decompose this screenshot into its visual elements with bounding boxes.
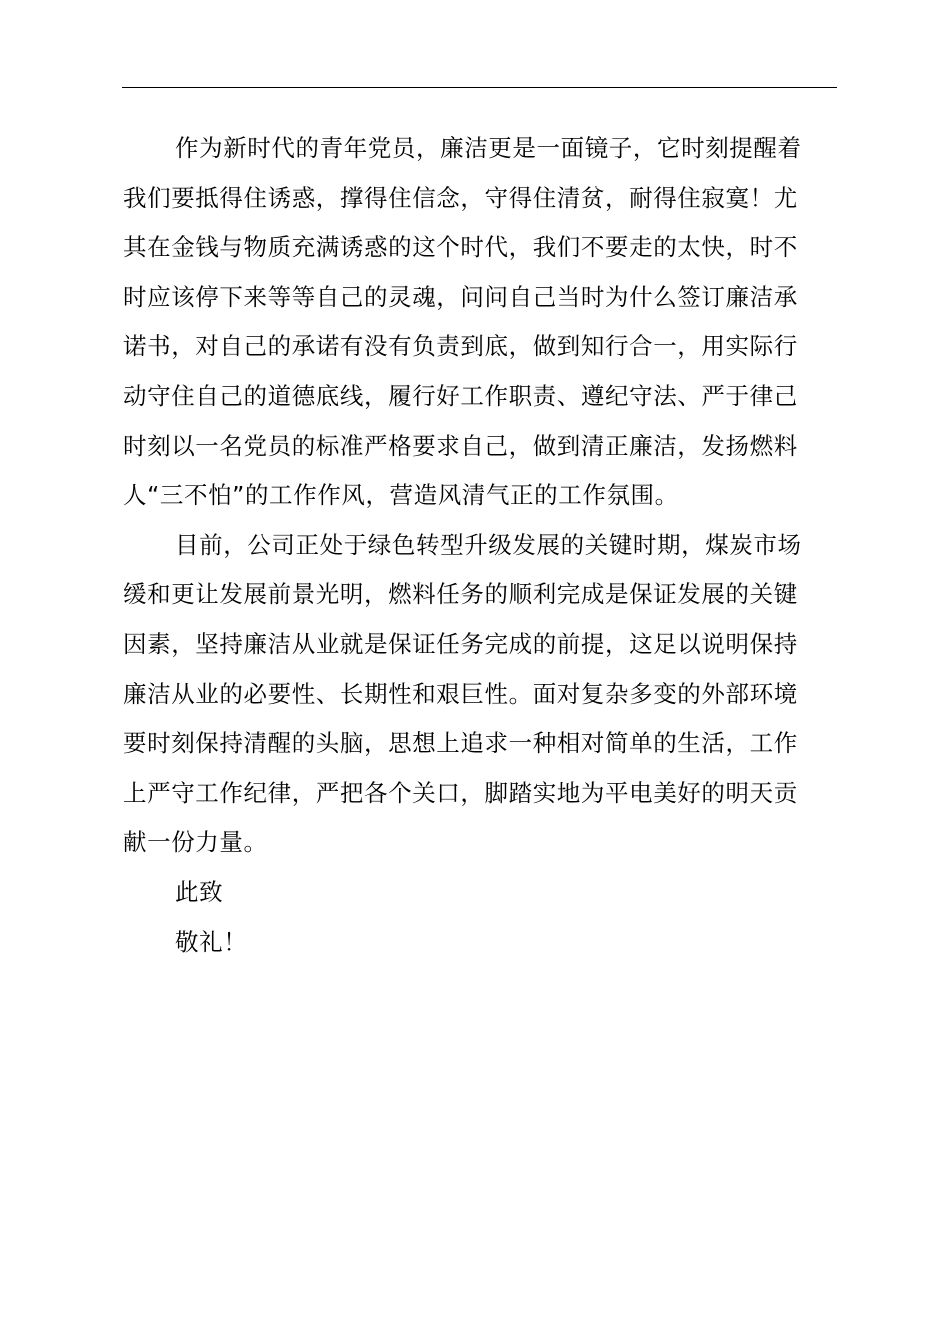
paragraph-line: 献一份力量。 — [123, 828, 268, 857]
paragraph-line: 要时刻保持清醒的头脑，思想上追求一种相对简单的生活，工作 — [123, 729, 798, 758]
paragraph-line: 时应该停下来等等自己的灵魂，问问自己当时为什么签订廉洁承 — [123, 282, 798, 311]
paragraph-line: 缓和更让发展前景光明，燃料任务的顺利完成是保证发展的关键 — [123, 580, 798, 609]
header-rule — [122, 87, 837, 88]
paragraph-line: 其在金钱与物质充满诱惑的这个时代，我们不要走的太快，时不 — [123, 233, 798, 262]
paragraph-line: 作为新时代的青年党员，廉洁更是一面镜子，它时刻提醒着 — [175, 134, 802, 162]
closing — [123, 868, 837, 967]
closing-line-2: 敬礼！ — [175, 927, 248, 956]
paragraph-line: 我们要抵得住诱惑，撑得住信念，守得住清贫，耐得住寂寞！尤 — [123, 183, 798, 212]
paragraph-line: 因素，坚持廉洁从业就是保证任务完成的前提，这足以说明保持 — [123, 629, 798, 658]
paragraph-line: 人“三不怕”的工作作风，营造风清气正的工作氛围。 — [123, 481, 679, 510]
closing-line-1: 此致 — [175, 877, 224, 906]
paragraph-line: 诺书，对自己的承诺有没有负责到底，做到知行合一，用实际行 — [123, 332, 798, 361]
paragraph-line: 目前，公司正处于绿色转型升级发展的关键时期，煤炭市场 — [175, 530, 802, 559]
paragraph-line: 上严守工作纪律，严把各个关口，脚踏实地为平电美好的明天贡 — [123, 778, 798, 807]
document-body — [123, 124, 837, 967]
paragraph-1 — [123, 124, 837, 521]
paragraph-2 — [123, 521, 837, 868]
paragraph-line: 廉洁从业的必要性、长期性和艰巨性。面对复杂多变的外部环境 — [123, 679, 798, 708]
paragraph-line: 动守住自己的道德底线，履行好工作职责、遵纪守法、严于律己 — [123, 381, 798, 410]
paragraph-line: 时刻以一名党员的标准严格要求自己，做到清正廉洁，发扬燃料 — [123, 431, 798, 460]
